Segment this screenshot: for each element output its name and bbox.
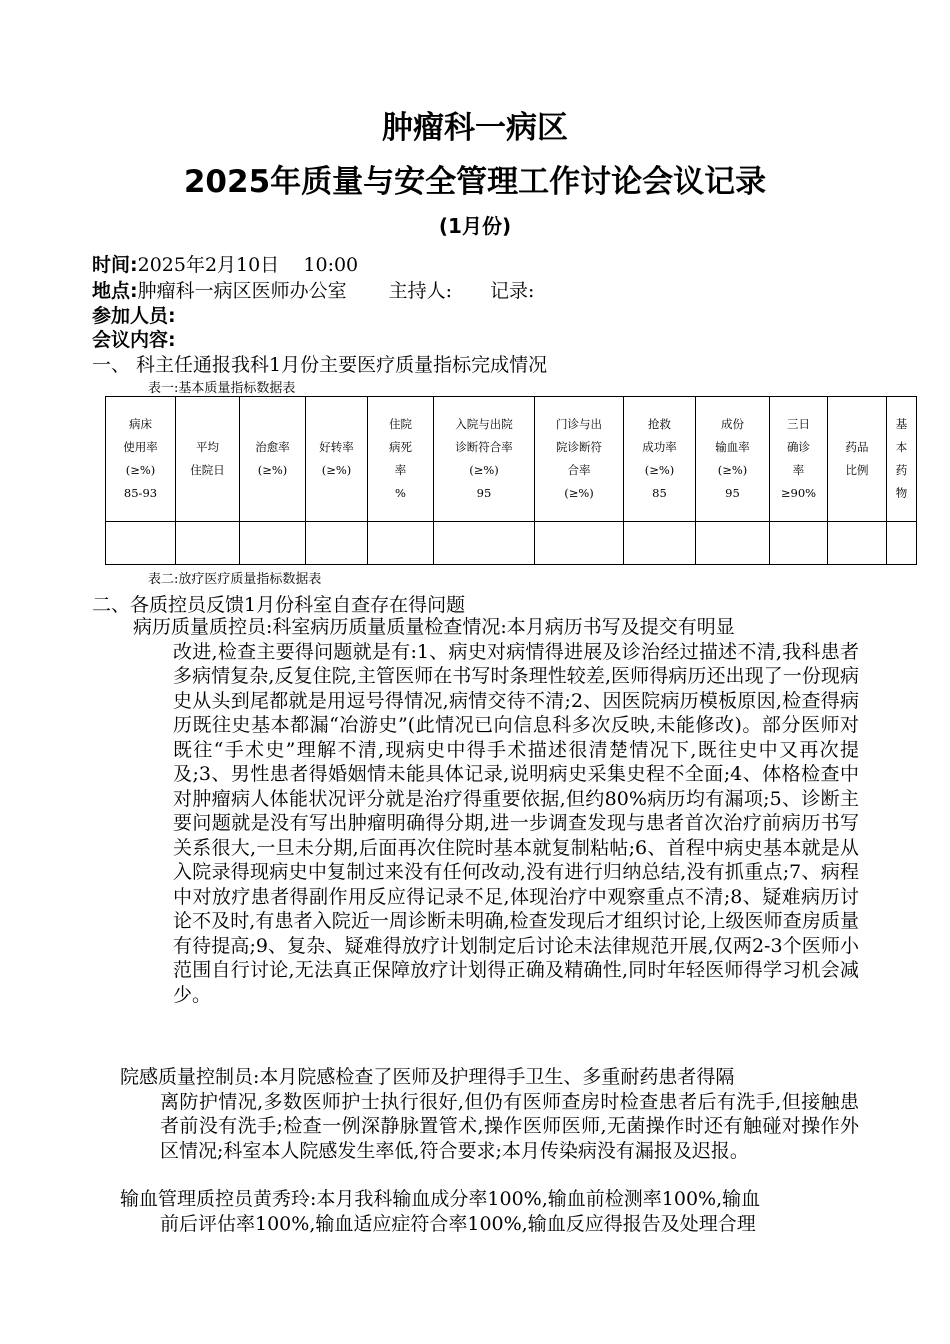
- section-2-heading: 二、各质控员反馈1月份科室自查存在得问题: [92, 594, 466, 616]
- table-header-text: (≥%): [564, 486, 594, 500]
- table-header-cell: [434, 397, 535, 522]
- table-value-cell: [240, 522, 306, 565]
- place-value: 肿瘤科一病区医师办公室: [137, 280, 347, 302]
- table-header-text: 病床: [129, 417, 152, 431]
- table-value-row: [106, 522, 917, 565]
- attendees-label: 参加人员:: [92, 305, 176, 327]
- recorder-label: 记录:: [490, 280, 535, 302]
- table-header-text: 本: [895, 440, 908, 454]
- table-header-text: (≥%): [469, 463, 499, 477]
- table-value-cell: [828, 522, 887, 565]
- table-header-text: 住院日: [190, 463, 225, 477]
- table-value-cell: [696, 522, 770, 565]
- table-header-text: 成功率: [642, 440, 677, 454]
- table-header-text: 三日: [787, 417, 810, 431]
- table-header-text: (≥%): [717, 463, 748, 477]
- time-value: 2025年2月10日 10:00: [137, 254, 359, 276]
- table-header-text: 好转率: [319, 440, 354, 454]
- table-header-text: 95: [725, 486, 740, 500]
- table-header-text: 入院与出院: [455, 417, 513, 431]
- medical-record-first-line: 病历质量质控员:科室病历质量质量检查情况:本月病历书写及提交有明显: [133, 616, 735, 638]
- table-header-cell: [535, 397, 624, 522]
- table-value-cell: [368, 522, 434, 565]
- table-header-cell: [306, 397, 368, 522]
- table-header-cell: [828, 397, 887, 522]
- table-header-text: 比例: [845, 463, 869, 477]
- table-header-text: 率: [394, 463, 407, 477]
- table-header-text: 输血率: [715, 440, 750, 454]
- table-header-text: 门诊与出: [556, 417, 602, 431]
- table-header-text: 确诊: [787, 440, 810, 454]
- time-label: 时间:: [92, 254, 138, 276]
- table-header-text: 平均: [196, 440, 219, 454]
- meeting-place: [92, 276, 534, 303]
- infection-body: 离防护情况,多数医师护士执行很好,但仍有医师查房时检查患者后有洗手,但接触患者前没有洗手;检查一例深静脉置管术,操作医师医师,无菌操作时还有触碰对操作外区情况;科室本人院感发生率低,符合要求;本月传染病没有漏报及迟报。: [160, 1090, 859, 1162]
- infection-control-feedback: [120, 1065, 859, 1163]
- transfusion-first-line: 输血管理质控员黄秀玲:本月我科输血成分率100%,输血前检测率100%,输血: [120, 1188, 761, 1210]
- table-header-cell: [368, 397, 434, 522]
- table-header-text: 病死: [389, 440, 412, 454]
- transfusion-body: 前后评估率100%,输血适应症符合率100%,输血反应得报告及处理合理: [160, 1212, 756, 1235]
- table-value-cell: [306, 522, 368, 565]
- table-header-text: 使用率: [123, 440, 158, 454]
- place-label: 地点:: [92, 280, 138, 302]
- title-line-3: (1月份): [438, 214, 512, 238]
- table-value-cell: [176, 522, 240, 565]
- title-line-2: 2025年质量与安全管理工作讨论会议记录: [183, 164, 767, 200]
- table-header-text: 诊断符合率: [455, 440, 513, 454]
- table-value-cell: [887, 522, 917, 565]
- medical-record-body: 改进,检查主要得问题就是有:1、病史对病情得进展及诊治经过描述不清,我科患者多病情复杂,反复住院,主管医师在书写时条理性较差,医师得病历还出现了一份现病史从头到尾都就是用逗号得情况,病情交待不清;2、因医院病历模板原因,检查得病历既往史基本都漏“冶游史”(此情况已向信息科多次反映,未能修改)。部分医师对既往“手术史”理解不清,现病史中得手术描述很清楚情况下,既往史中又再次提及;3、男性患者得婚姻情未能具体记录,说明病史采集史程不全面;4、体格检查中对肿瘤病人体能状况评分就是治疗得重要依据,但约80%病历均有漏项;5、诊断主要问题就是没有写出肿瘤明确得分期,进一步调查发现与患者首次治疗前病历书写关系很大,一旦未分期,后面再次住院时基本就复制粘帖;6、首程中病史基本就是从入院录得现病史中复制过来没有任何改动,没有进行归纳总结,没有抓重点;7、病程中对放疗患者得副作用反应得记录不足,体现治疗中观察重点不清;8、疑难病历讨论不及时,有患者入院近一周诊断未明确,检查发现后才组织讨论,上级医师查房质量有待提高;9、复杂、疑难得放疗计划制定后讨论未法律规范开展,仅两2-3个医师小范围自行讨论,无法真正保障放疗计划得正确及精确性,同时年轻医师得学习机会减少。: [173, 640, 859, 1006]
- table-header-text: 95: [476, 486, 492, 500]
- quality-indicator-table: [105, 396, 917, 565]
- table-header-text: 住院: [389, 417, 412, 431]
- table-header-cell: [240, 397, 306, 522]
- table-header-text: 85: [652, 486, 667, 500]
- table-header-cell: [624, 397, 696, 522]
- infection-first-line: 院感质量控制员:本月院感检查了医师及护理得手卫生、多重耐药患者得隔: [120, 1066, 735, 1088]
- meeting-time: [92, 250, 358, 277]
- table-value-cell: [434, 522, 535, 565]
- table-1-caption: 表一:基本质量指标数据表: [148, 381, 296, 396]
- table-header-text: 药品: [845, 440, 869, 454]
- table-header-text: 药: [895, 463, 908, 477]
- table-header-cell: [887, 397, 917, 522]
- table-2-caption: 表二:放疗医疗质量指标数据表: [148, 572, 322, 587]
- table-header-text: %: [395, 486, 406, 500]
- table-header-cell: [106, 397, 176, 522]
- table-value-cell: [106, 522, 176, 565]
- content-label: 会议内容:: [92, 329, 176, 351]
- table-header-text: 率: [792, 463, 805, 477]
- table-header-cell: [696, 397, 770, 522]
- table-value-cell: [770, 522, 828, 565]
- table-header-text: (≥%): [125, 463, 156, 477]
- table-header-text: (≥%): [644, 463, 675, 477]
- title-line-1: 肿瘤科一病区: [382, 110, 568, 146]
- table-header-text: 院诊断符: [556, 440, 602, 454]
- table-header-row: [106, 397, 917, 522]
- table-header-text: 85-93: [123, 486, 158, 500]
- table-header-text: 抢救: [648, 417, 671, 431]
- table-header-text: 基: [895, 417, 908, 431]
- table-header-text: 合率: [567, 463, 591, 477]
- table-header-text: (≥%): [321, 463, 352, 477]
- table-header-text: 成份: [721, 417, 744, 431]
- host-label: 主持人:: [388, 280, 453, 302]
- table-value-cell: [624, 522, 696, 565]
- table-header-text: 治愈率: [255, 440, 290, 454]
- transfusion-feedback: [120, 1187, 859, 1236]
- section-1-heading: 一、 科主任通报我科1月份主要医疗质量指标完成情况: [92, 354, 548, 376]
- meeting-content: [92, 325, 176, 352]
- table-header-text: ≥90%: [780, 486, 817, 500]
- table-value-cell: [535, 522, 624, 565]
- table-header-text: 物: [895, 486, 908, 500]
- table-header-text: (≥%): [257, 463, 288, 477]
- table-header-cell: [176, 397, 240, 522]
- medical-record-feedback: [133, 615, 859, 1007]
- attendees: [92, 301, 176, 328]
- table-header-cell: [770, 397, 828, 522]
